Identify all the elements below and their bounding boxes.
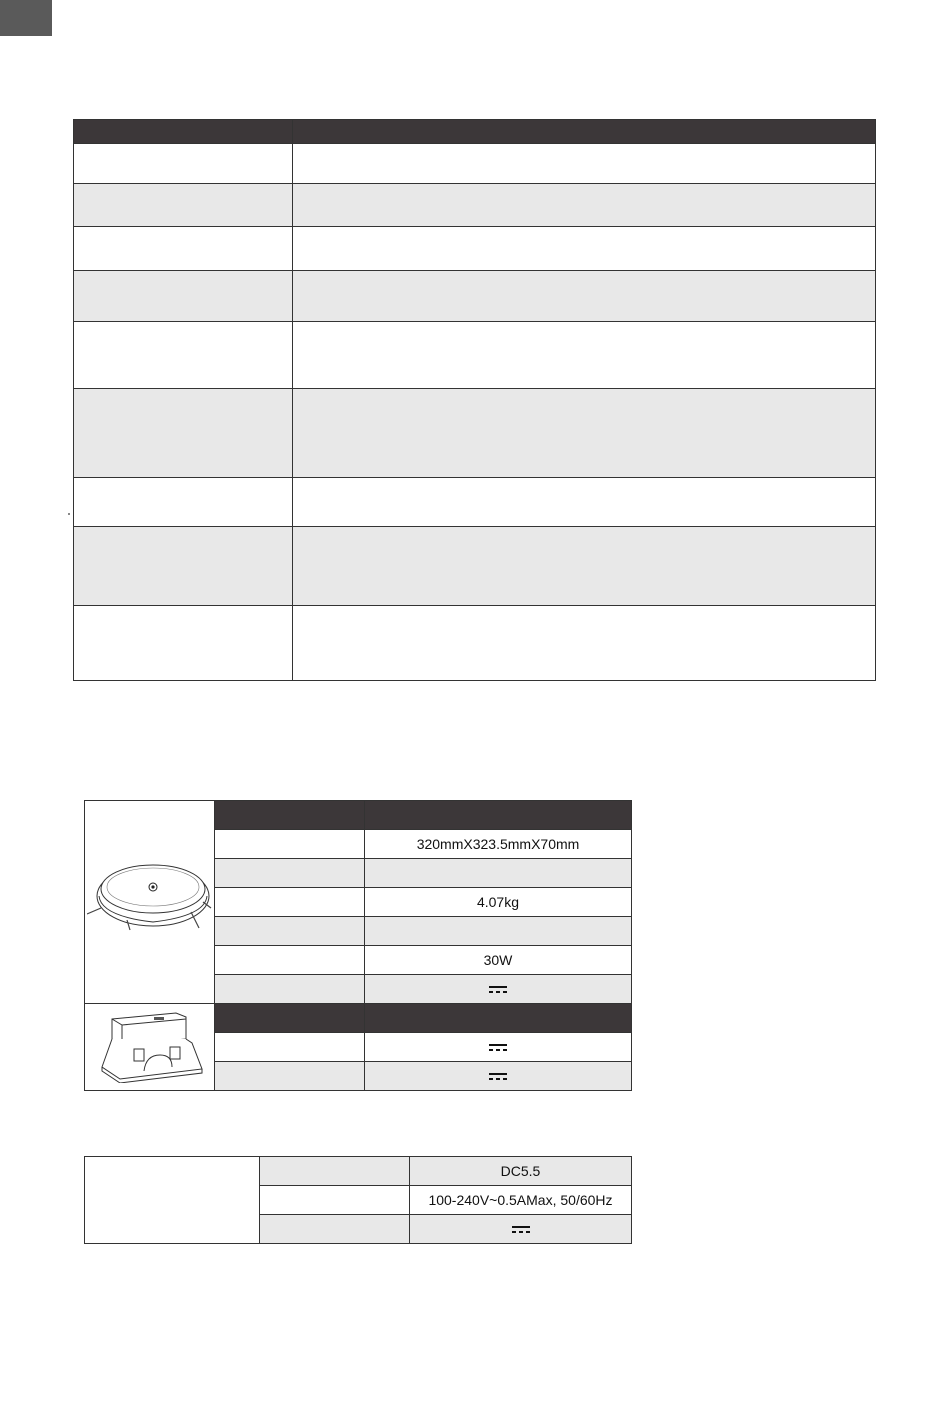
spec-value-cell	[365, 917, 632, 946]
dc-value-cell	[410, 1215, 632, 1244]
dock-image-cell	[85, 1004, 215, 1091]
spec-header-cell	[215, 1004, 365, 1033]
dc-symbol-icon	[489, 1044, 507, 1052]
spec-label-cell	[260, 1157, 410, 1186]
plug-value: DC5.5	[410, 1157, 632, 1186]
spec-value-cell	[365, 859, 632, 888]
table-row	[74, 606, 876, 681]
table-cell	[74, 527, 293, 606]
table-row	[74, 271, 876, 322]
table-row	[85, 801, 632, 830]
product-spec-table	[84, 800, 632, 1091]
table-cell	[293, 184, 876, 227]
input-value: 100-240V~0.5AMax, 50/60Hz	[410, 1186, 632, 1215]
robot-image-cell	[85, 801, 215, 1004]
table-cell	[293, 527, 876, 606]
table-row	[74, 478, 876, 527]
header-cell	[293, 120, 876, 144]
spec-label-cell	[260, 1186, 410, 1215]
table-cell	[293, 227, 876, 271]
stray-mark	[68, 513, 70, 515]
dc-symbol-icon	[489, 1073, 507, 1081]
table-cell	[293, 478, 876, 527]
dimensions-value: 320mmX323.5mmX70mm	[365, 830, 632, 859]
spec-label-cell	[215, 830, 365, 859]
table-row	[74, 389, 876, 478]
spec-label-cell	[215, 1062, 365, 1091]
table-row	[85, 1157, 632, 1186]
table-cell	[293, 322, 876, 389]
header-cell	[74, 120, 293, 144]
spec-label-cell	[215, 888, 365, 917]
dc-symbol-icon	[489, 986, 507, 994]
dc-value-cell	[365, 975, 632, 1004]
robot-vacuum-image	[87, 856, 213, 946]
table-row	[74, 184, 876, 227]
main-info-table	[73, 119, 876, 681]
table-cell	[74, 144, 293, 184]
table-cell	[74, 184, 293, 227]
spec-label-cell	[215, 917, 365, 946]
spec-label-cell	[260, 1215, 410, 1244]
adapter-spec-table	[84, 1156, 632, 1244]
adapter-label-cell	[85, 1157, 260, 1244]
spec-label-cell	[215, 1033, 365, 1062]
table-cell	[293, 389, 876, 478]
page-corner-tab	[0, 0, 52, 36]
table-row	[74, 227, 876, 271]
table-row	[74, 527, 876, 606]
dc-value-cell	[365, 1062, 632, 1091]
table-cell	[74, 227, 293, 271]
weight-value: 4.07kg	[365, 888, 632, 917]
table-cell	[293, 271, 876, 322]
dc-symbol-icon	[512, 1226, 530, 1234]
power-value: 30W	[365, 946, 632, 975]
table-cell	[74, 606, 293, 681]
table-cell	[74, 478, 293, 527]
spec-header-cell	[365, 1004, 632, 1033]
spec-header-cell	[365, 801, 632, 830]
table-cell	[74, 271, 293, 322]
table-row	[85, 1004, 632, 1033]
spec-label-cell	[215, 946, 365, 975]
charging-dock-image	[94, 1009, 206, 1083]
table-cell	[293, 606, 876, 681]
table-cell	[293, 144, 876, 184]
spec-label-cell	[215, 975, 365, 1004]
table-header-row	[74, 120, 876, 144]
spec-header-cell	[215, 801, 365, 830]
table-row	[74, 144, 876, 184]
table-row	[74, 322, 876, 389]
table-cell	[74, 389, 293, 478]
spec-label-cell	[215, 859, 365, 888]
dc-value-cell	[365, 1033, 632, 1062]
table-cell	[74, 322, 293, 389]
